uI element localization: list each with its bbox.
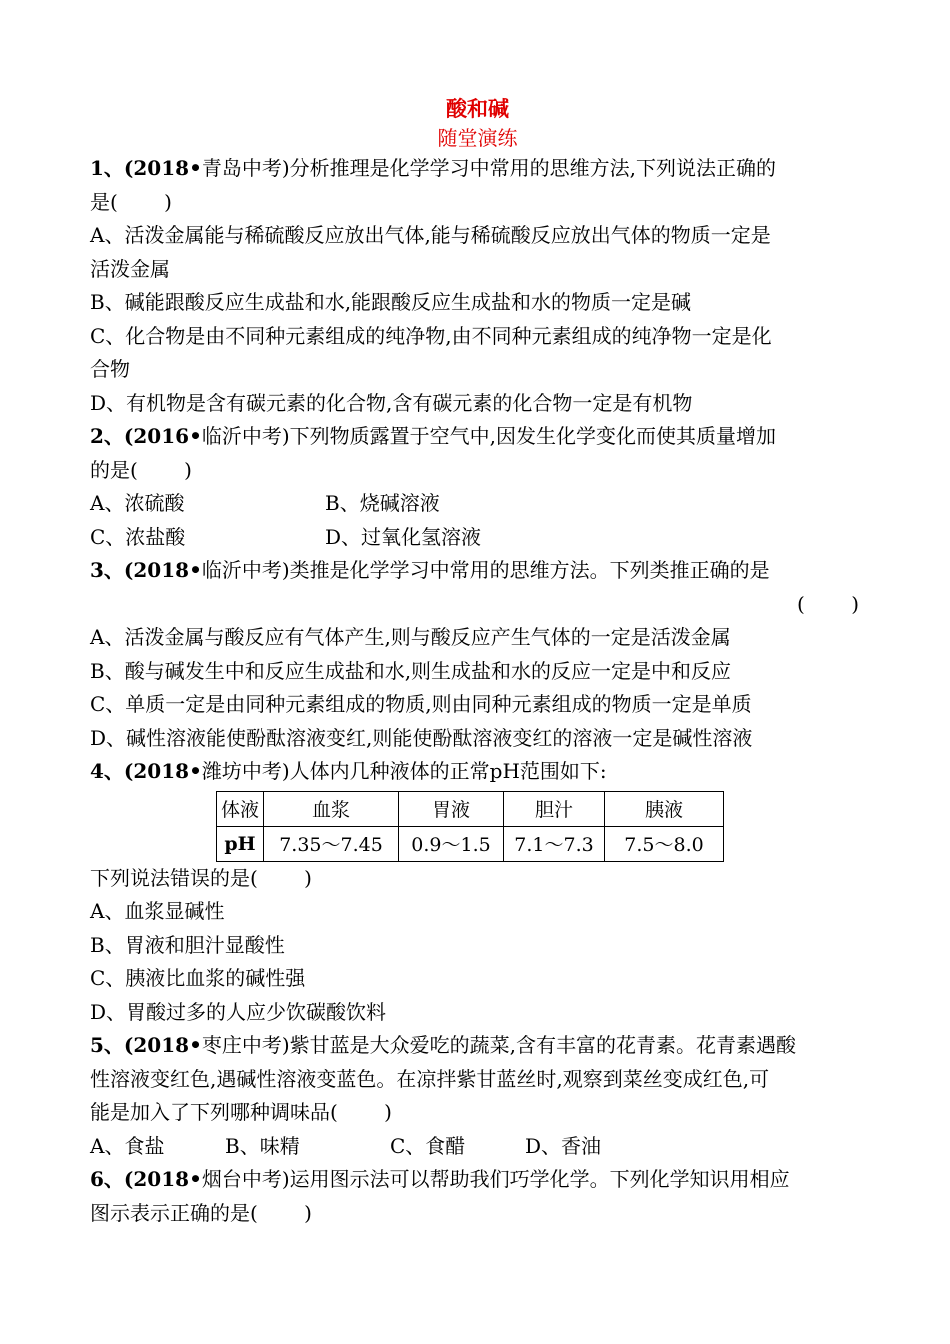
ph-table-header: [217, 791, 724, 826]
q5-option-d: D、香油: [525, 1133, 602, 1158]
q4-stem: 4、(2018•潍坊中考)人体内几种液体的正常pH范围如下:: [90, 759, 607, 783]
q4-option-d: D、胃酸过多的人应少饮碳酸饮料: [90, 999, 387, 1024]
q1-stem-2: 是( ): [90, 189, 172, 214]
q3-option-a: A、活泼金属与酸反应有气体产生,则与酸反应产生气体的一定是活泼金属: [90, 625, 731, 649]
table-cell: 血浆: [264, 791, 399, 826]
ph-table: [216, 791, 724, 862]
question-1: [90, 152, 865, 420]
document-page: [90, 94, 865, 1230]
q2-options-cd: [90, 521, 865, 555]
table-cell: 7.5～8.0: [605, 826, 724, 861]
q5-stem: 5、(2018•枣庄中考)紫甘蓝是大众爱吃的蔬菜,含有丰富的花青素。花青素遇酸: [90, 1033, 797, 1057]
table-cell: 胰液: [605, 791, 724, 826]
q2-option-c: C、浓盐酸: [90, 524, 186, 549]
question-6: [90, 1163, 865, 1230]
q4-question: 下列说法错误的是( ): [90, 865, 312, 890]
q5-option-b: B、味精: [225, 1133, 300, 1158]
doc-title: 酸和碱: [446, 96, 509, 121]
q2-stem: 2、(2016•临沂中考)下列物质露置于空气中,因发生化学变化而使其质量增加: [90, 424, 777, 448]
table-cell: 胃液: [399, 791, 504, 826]
ph-table-row: [217, 826, 724, 861]
table-cell: 0.9～1.5: [399, 826, 504, 861]
q2-option-a: A、浓硫酸: [90, 491, 185, 515]
question-3: [90, 554, 865, 755]
q5-option-c: C、食醋: [390, 1133, 466, 1158]
q4-option-c: C、胰液比血浆的碱性强: [90, 966, 306, 990]
q4-option-a: A、血浆显碱性: [90, 899, 225, 923]
doc-subtitle: 随堂演练: [437, 126, 518, 150]
q1-option-c-cont: 合物: [90, 357, 130, 381]
q5-stem-2: 性溶液变红色,遇碱性溶液变蓝色。在凉拌紫甘蓝丝时,观察到菜丝变成红色,可: [90, 1066, 770, 1091]
table-cell: 7.35～7.45: [264, 826, 399, 861]
q1-option-a: A、活泼金属能与稀硫酸反应放出气体,能与稀硫酸反应放出气体的物质一定是: [90, 223, 771, 247]
q1-option-b: B、碱能跟酸反应生成盐和水,能跟酸反应生成盐和水的物质一定是碱: [90, 290, 692, 314]
q5-options: [90, 1130, 865, 1164]
table-cell: pH: [217, 826, 264, 861]
table-cell: 体液: [217, 791, 264, 826]
q6-stem-2: 图示表示正确的是( ): [90, 1200, 312, 1225]
q3-option-c: C、单质一定是由同种元素组成的物质,则由同种元素组成的物质一定是单质: [90, 692, 752, 716]
table-cell: 胆汁: [504, 791, 605, 826]
table-cell: 7.1～7.3: [504, 826, 605, 861]
q6-stem: 6、(2018•烟台中考)运用图示法可以帮助我们巧学化学。下列化学知识用相应: [90, 1167, 790, 1191]
question-2: [90, 420, 865, 554]
q1-option-d: D、有机物是含有碳元素的化合物,含有碳元素的化合物一定是有机物: [90, 390, 693, 415]
q2-stem-2: 的是( ): [90, 457, 192, 482]
q5-option-a: A、食盐: [90, 1133, 165, 1158]
q3-answer-paren: ( ): [797, 591, 859, 616]
q1-option-a-cont: 活泼金属: [90, 256, 170, 281]
q4-option-b: B、胃液和胆汁显酸性: [90, 932, 285, 957]
question-5: [90, 1029, 865, 1163]
q1-option-c: C、化合物是由不同种元素组成的纯净物,由不同种元素组成的纯净物一定是化: [90, 323, 772, 348]
question-4: [90, 755, 865, 1029]
q5-stem-3: 能是加入了下列哪种调味品( ): [90, 1100, 392, 1124]
q1-stem: 1、(2018•青岛中考)分析推理是化学学习中常用的思维方法,下列说法正确的: [90, 156, 777, 180]
q3-stem: 3、(2018•临沂中考)类推是化学学习中常用的思维方法。下列类推正确的是: [90, 558, 770, 582]
q3-option-b: B、酸与碱发生中和反应生成盐和水,则生成盐和水的反应一定是中和反应: [90, 658, 732, 683]
q2-option-b: B、烧碱溶液: [325, 491, 440, 515]
q2-options-ab: [90, 487, 865, 521]
q3-option-d: D、碱性溶液能使酚酞溶液变红,则能使酚酞溶液变红的溶液一定是碱性溶液: [90, 725, 753, 750]
q2-option-d: D、过氧化氢溶液: [325, 524, 482, 549]
